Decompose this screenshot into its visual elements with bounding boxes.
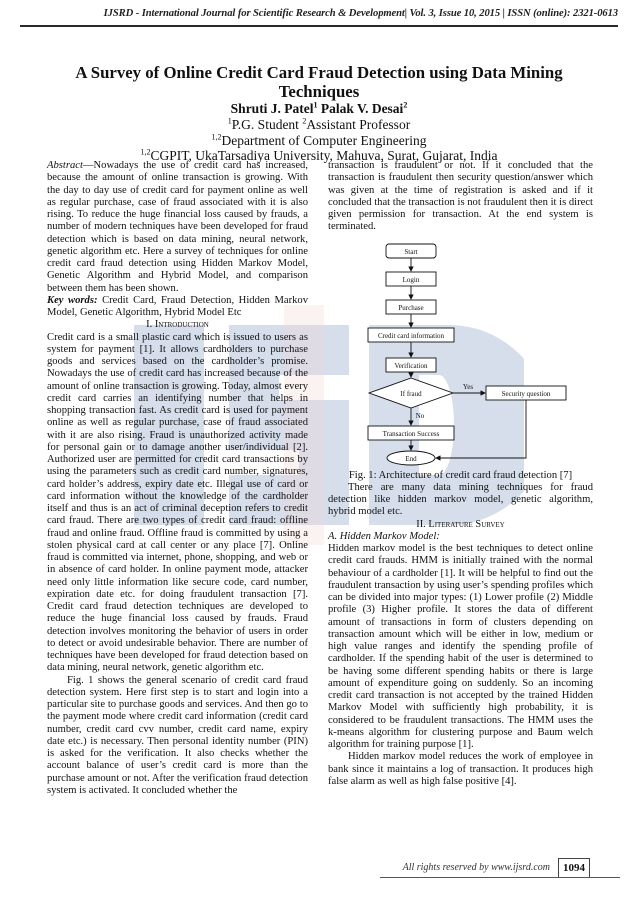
left-column — [47, 160, 308, 797]
page-number: 1094 — [558, 858, 590, 878]
abstract — [47, 160, 308, 295]
subsection-hmm: A. Hidden Markov Model: — [328, 530, 440, 542]
section-heading-introduction — [47, 319, 308, 331]
section-number: II. — [416, 518, 429, 530]
flow-if-fraud-label: If fraud — [400, 389, 422, 398]
section-title: Literature Survey — [428, 518, 505, 530]
role-2: Assistant Professor — [306, 117, 411, 132]
right-column — [328, 160, 593, 788]
aff-sup: 1 — [227, 116, 232, 126]
after-figure-paragraph: There are many data mining techniques for fraud detection like hidden markov model, genetic algorithm, hybrid model etc. — [328, 481, 593, 518]
abstract-label: Abstract — [47, 160, 83, 171]
aff-sup: 1,2 — [140, 147, 151, 157]
flow-cc-info-label: Credit card information — [377, 331, 445, 340]
intro-paragraph-1: Credit card is a small plastic card which is issued to users as system for payment [1]. It allows cardholders to purchase goods and services based on the cardholder’s promise. Nowadays the use of credit card has increased because of the amount of online transaction is growing. Today, almost every credit card carries an identifying number that helps in shopping transaction fast. As credit card is used for payment online as well as regular purchase, case of fraud associated with it are also rising. Fraud is unauthorized activity made for personal gain or to damage another user/individual [2]. Authorized user are permitted for credit card transactions by using the parameters such as credit card number, signatures, card holder’s address, expiry date etc. Illegal use of card or card information without the knowledge of the cardholder itself and thus is an act of criminal deception refers to credit card fraud. There are two types of credit card fraud: offline fraud and online fraud. Offline fraud is committed by using a stolen physical card at call center or any place [7]. Online fraud is committed via internet, phone, shopping, and web or in absence of card holder. In online payment mode, attacker need only little information like secure code, card number, expiration date etc. for doing fraudulent transaction [7]. Credit card fraud detection techniques are developed to reduce the huge financial loss caused by frauds. Fraud detection involves monitoring the behavior of users in order to detect or avoid undesirable behavior. There are number of techniques have been developed for fraud detection based on data mining, neural network, genetic algorithm etc. — [47, 331, 308, 674]
department: Department of Computer Engineering — [221, 133, 427, 148]
affiliation-roles — [40, 117, 598, 133]
figure-1-flowchart — [328, 240, 593, 468]
flow-verification-label: Verification — [394, 361, 428, 370]
flow-end-label: End — [405, 454, 417, 463]
section-title: Introduction — [154, 319, 209, 331]
intro-paragraph-3: transaction is fraudulent or not. If it concluded that the transaction is fraudulent then security question/answer which was given at the time of registration is asked and if it concluded that the transaction is not fraudulent then it is direct given permission for transaction. At the end system is terminated. — [328, 160, 593, 233]
footer-rule — [380, 877, 620, 878]
hmm-paragraph-1: Hidden markov model is the best techniques to detect online credit card frauds. HMM is initially trained with the normal behaviour of a cardholder [1]. It will be helpful to find out the fraudulent transaction by using user’s spending profiles which can be divided into major types: (1) Lower profile (2) Middle profile (3) Higher profile. It stores the data of different amount of transactions in form of clusters depending on transaction amount which will be either in low, medium or high value ranges and identify the spending profile of cardholder. If the spending habit of the user is determined to be having some different spending habits or there is large amount of expenditure going on suddenly. So an incoming credit card transaction is not accepted by the trained Hidden Markov Model with sufficiently high probability, it is considered to be fraudulent transactions. The HMM uses the k-means algorithm for clustering purpose and Baum welch algorithm for training purpose [1]. — [328, 543, 593, 750]
affiliation-department — [40, 133, 598, 149]
paper-title: A Survey of Online Credit Card Fraud Detection using Data Mining Techniques — [75, 63, 563, 101]
keywords-text: Credit Card, Fraud Detection, Hidden Markov Model, Genetic Algorithm, Hybrid Model Etc — [47, 294, 308, 318]
aff-sup: 1,2 — [211, 132, 222, 142]
hmm-paragraph-2: Hidden markov model reduces the work of employee in bank since it maintains a log of transaction. It produces high false alarm as well as high false positive [4]. — [328, 751, 593, 787]
section-heading-literature-survey — [328, 519, 593, 531]
author-2-sup: 2 — [403, 100, 408, 110]
header-rule — [20, 25, 618, 27]
figure-1-caption: Fig. 1: Architecture of credit card fraud detection [7] — [348, 469, 573, 481]
flowchart-svg — [328, 240, 593, 468]
flow-yes-label: Yes — [462, 382, 474, 391]
flow-no-label: No — [415, 411, 425, 420]
section-number: I. — [146, 319, 155, 331]
keywords-label: Key words: — [47, 294, 98, 306]
keywords — [47, 295, 308, 320]
author-2: Palak V. Desai — [320, 101, 404, 116]
authors — [40, 101, 598, 117]
intro-paragraph-2: Fig. 1 shows the general scenario of credit card fraud detection system. Here first step is to start and login into a particular site to purchase goods and services. And then go to the payment mode where credit card information (credit card number, credit card cvv number, credit card name, expiry date etc.) is necessary. Then personal identity number (PIN) is asked for the verification. It also checks whether the account balance of user’s credit card is more than the purchase amount or not. After the verification fraud detection system is activated. It concluded whether the — [47, 674, 308, 796]
flow-purchase-label: Purchase — [398, 303, 424, 312]
author-1-sup: 1 — [313, 100, 318, 110]
flow-security-label: Security question — [501, 389, 551, 398]
aff-sup: 2 — [302, 116, 307, 126]
role-1: P.G. Student — [231, 117, 303, 132]
abstract-text: —Nowadays the use of credit card has increased, because the amount of online transaction is growing. With the day to day use of credit card for payment online as well as regular purchase, case of fraud associated with it is also rising. To reduce the huge financial loss caused by frauds, a number of modern techniques have been developed for fraud detection which is based on data mining, neural network, genetic algorithm etc. Here a survey of techniques for online credit card fraud detection using Hidden Markov Model, Genetic Algorithm and Hybrid Model, and comparison between them has been shown. — [47, 160, 308, 294]
flow-start-label: Start — [404, 247, 418, 256]
author-1: Shruti J. Patel — [230, 101, 314, 116]
institution: CGPIT, UkaTarsadiya University, Mahuva, Surat, Gujarat, India — [150, 148, 498, 163]
journal-header: IJSRD - International Journal for Scientific Research & Development| Vol. 3, Issue 10, 2015 | ISSN (online): 2321-0613 — [103, 8, 618, 19]
footer-rights: All rights reserved by www.ijsrd.com — [402, 862, 550, 873]
flow-success-label: Transaction Success — [382, 429, 440, 438]
flow-login-label: Login — [402, 275, 420, 284]
